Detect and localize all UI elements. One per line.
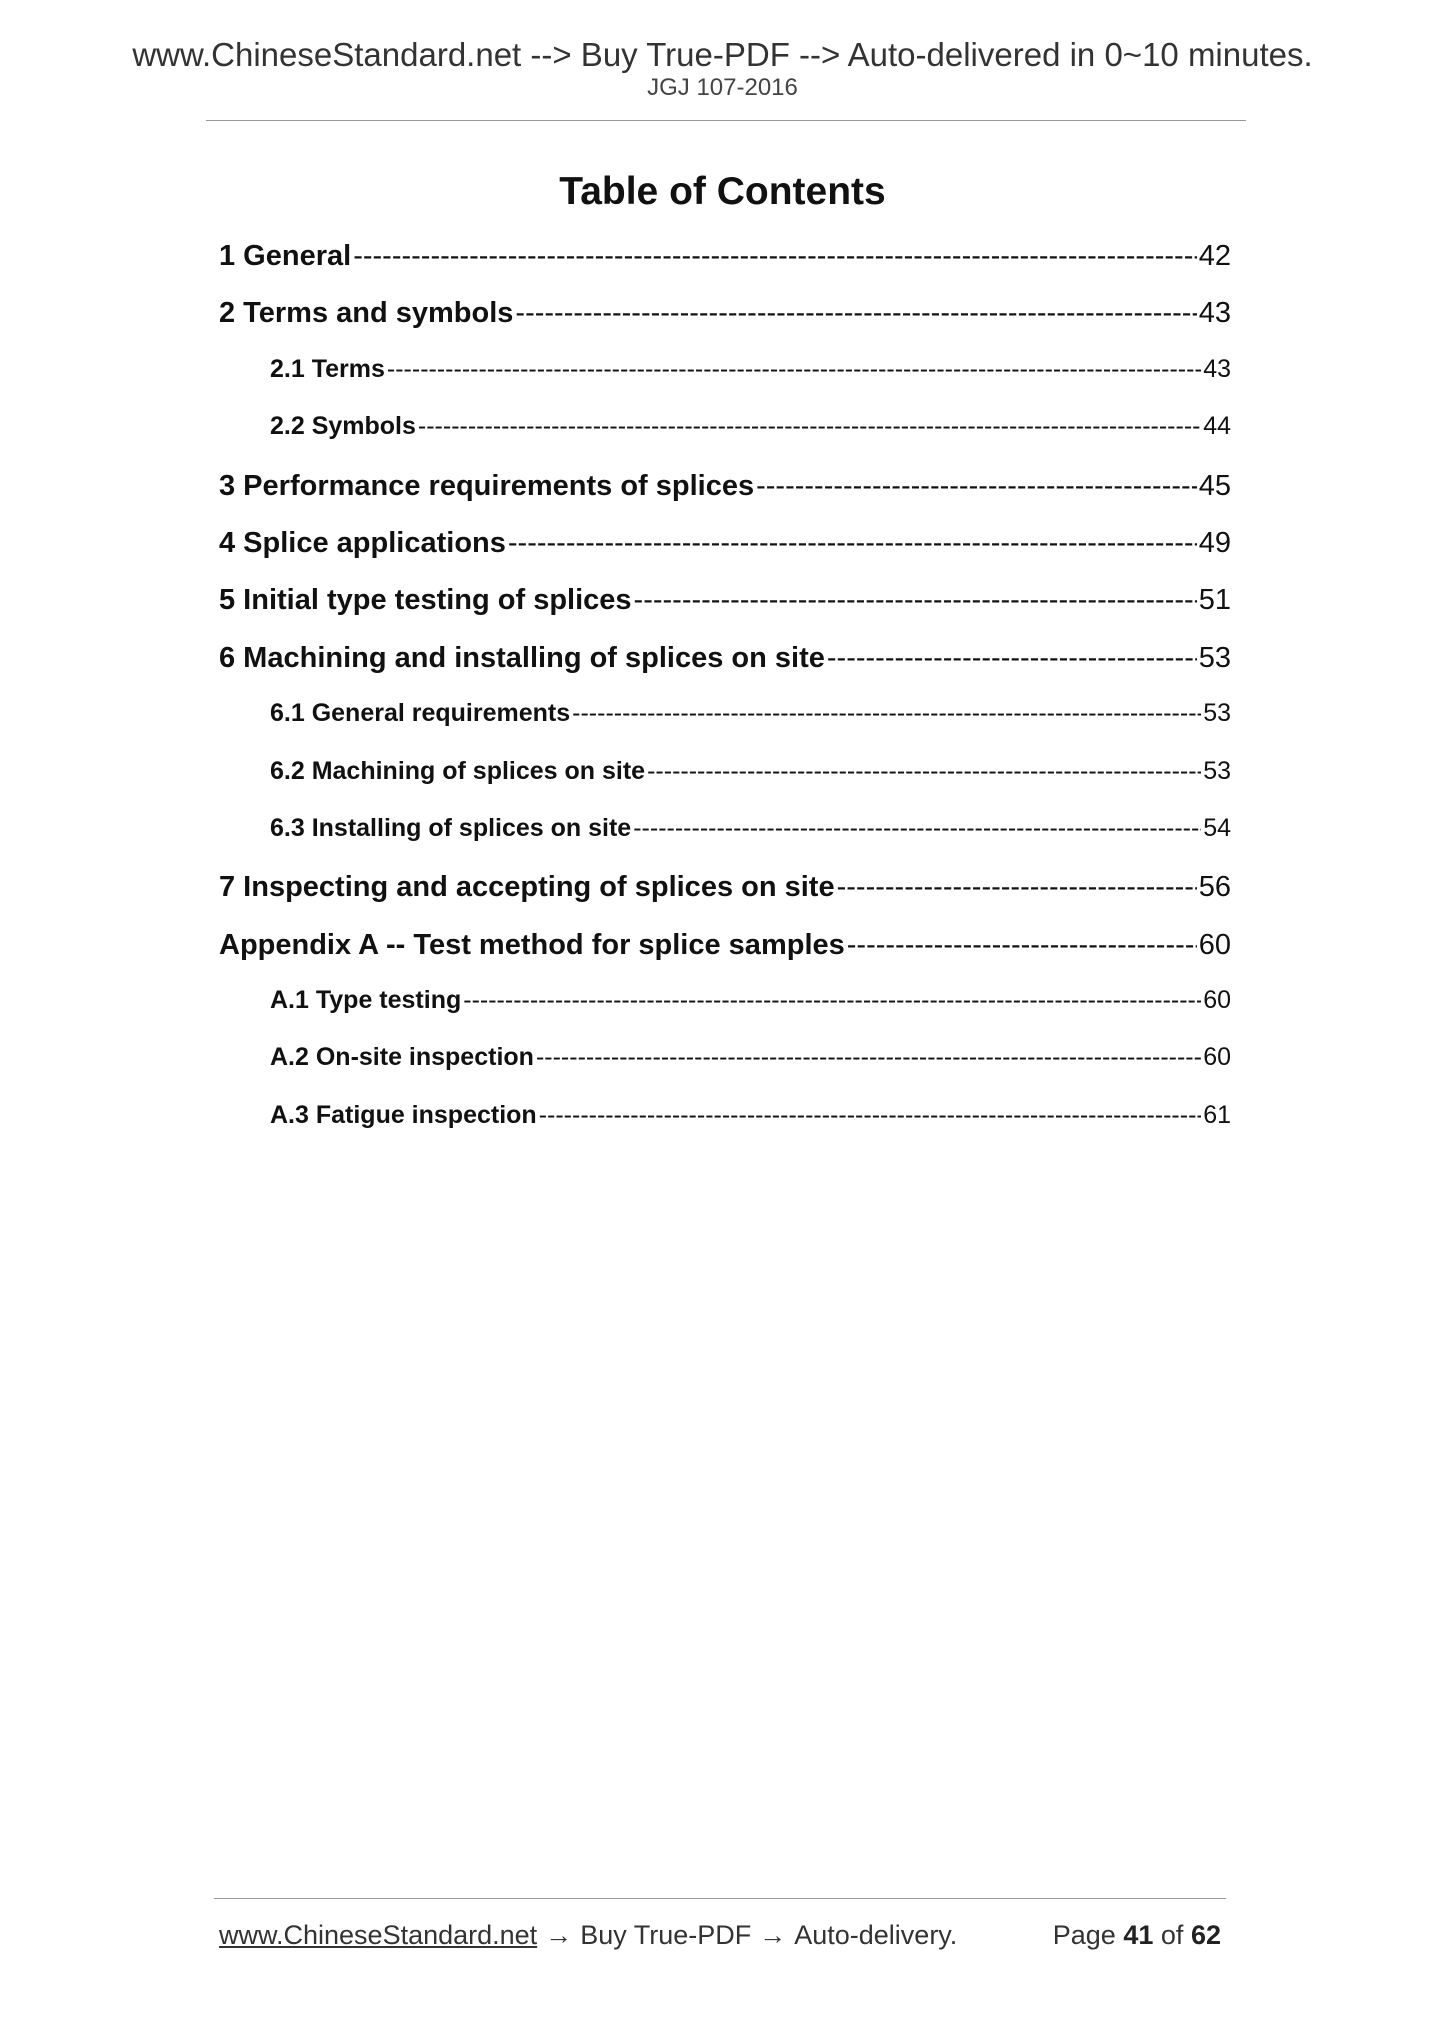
toc-entry[interactable] — [219, 297, 1231, 354]
toc-entry-label: 3 Performance requirements of splices — [219, 469, 755, 502]
toc-entry-label: 1 General — [219, 240, 352, 272]
toc-leader — [827, 642, 1197, 675]
toc-leader — [847, 929, 1197, 962]
toc-entry-label: 6.3 Installing of splices on site — [270, 813, 632, 842]
toc-entry[interactable] — [219, 470, 1231, 527]
toc-entry-label: 4 Splice applications — [219, 526, 506, 559]
footer-site-link[interactable]: www.ChineseStandard.net — [219, 1920, 538, 1950]
toc-entry-page: 56 — [1198, 871, 1231, 904]
toc-subentry[interactable] — [219, 986, 1231, 1043]
toc-entry-label: 5 Initial type testing of splices — [219, 584, 632, 617]
arrow-right-icon: → — [759, 1920, 787, 1950]
toc-entry[interactable] — [219, 871, 1231, 928]
footer-delivery-text: Auto-delivery. — [794, 1920, 958, 1950]
toc-entry-page: 44 — [1203, 412, 1231, 441]
toc-entry-page: 43 — [1198, 297, 1231, 330]
toc-entry[interactable] — [219, 642, 1231, 699]
page-word: Page — [1052, 1920, 1116, 1950]
toc-leader — [353, 240, 1197, 273]
toc-entry-label: Appendix A -- Test method for splice samples — [219, 928, 845, 961]
toc-entry-label: 6.2 Machining of splices on site — [270, 756, 646, 785]
toc-subentry[interactable] — [219, 699, 1231, 756]
header-banner: www.ChineseStandard.net --> Buy True-PDF --> Auto-delivered in 0~10 minutes. — [132, 36, 1313, 73]
arrow-right-icon: → — [545, 1920, 573, 1950]
standard-code: JGJ 107-2016 — [647, 74, 798, 101]
toc-leader — [387, 355, 1201, 384]
toc-entry-page: 60 — [1203, 986, 1231, 1015]
toc-subentry[interactable] — [219, 355, 1231, 412]
toc-leader — [515, 297, 1196, 330]
toc-entry[interactable] — [219, 527, 1231, 584]
toc-entry-page: 60 — [1198, 928, 1231, 961]
total-pages-number: 62 — [1190, 1920, 1221, 1950]
toc-entry-label: 6 Machining and installing of splices on site — [219, 641, 825, 674]
toc-entry-label: A.2 On-site inspection — [270, 1043, 534, 1072]
toc-subentry[interactable] — [219, 814, 1231, 871]
toc-entry-label: 2 Terms and symbols — [219, 297, 514, 330]
toc-entry-page: 45 — [1198, 469, 1231, 502]
toc-entry-page: 42 — [1198, 240, 1231, 272]
current-page-number: 41 — [1123, 1920, 1154, 1950]
toc-leader — [536, 1043, 1201, 1072]
toc-entry-label: 7 Inspecting and accepting of splices on site — [219, 871, 835, 904]
toc-leader — [463, 986, 1201, 1015]
toc-leader — [647, 757, 1201, 786]
toc-leader — [756, 470, 1197, 503]
page-footer — [219, 1920, 1231, 1951]
toc-entry-page: 60 — [1203, 1043, 1231, 1072]
toc-entry-page: 53 — [1203, 699, 1231, 728]
toc-entry-page: 49 — [1198, 526, 1231, 559]
footer-buy-text: Buy True-PDF — [580, 1920, 752, 1950]
toc-leader — [634, 584, 1197, 617]
toc-entry-label: A.3 Fatigue inspection — [270, 1100, 537, 1129]
toc-title: Table of Contents — [559, 170, 886, 213]
toc-entry[interactable] — [219, 240, 1231, 297]
toc-leader — [572, 699, 1201, 728]
toc-entry-page: 61 — [1203, 1100, 1231, 1129]
toc-leader — [418, 412, 1201, 441]
header-divider — [206, 120, 1246, 121]
toc-entry-label: A.1 Type testing — [270, 986, 462, 1015]
of-word: of — [1160, 1920, 1184, 1950]
toc-subentry[interactable] — [219, 1043, 1231, 1100]
toc-entry[interactable] — [219, 929, 1231, 986]
toc-entry-label: 6.1 General requirements — [270, 699, 571, 728]
toc-entry-page: 43 — [1203, 354, 1231, 383]
toc-subentry[interactable] — [219, 1101, 1231, 1158]
toc-entry-label: 2.2 Symbols — [270, 412, 416, 441]
toc-entry-page: 53 — [1198, 641, 1231, 674]
toc-leader — [508, 527, 1197, 560]
toc-entry-page: 54 — [1203, 813, 1231, 842]
toc-entry-page: 51 — [1198, 584, 1231, 617]
toc-leader — [633, 814, 1201, 843]
toc-entry-page: 53 — [1203, 756, 1231, 785]
toc-list — [219, 240, 1231, 1158]
toc-leader — [837, 871, 1197, 904]
footer-divider — [214, 1898, 1226, 1899]
page-indicator — [1053, 1920, 1221, 1951]
toc-leader — [539, 1101, 1201, 1130]
toc-subentry[interactable] — [219, 757, 1231, 814]
toc-entry-label: 2.1 Terms — [270, 354, 385, 383]
toc-entry[interactable] — [219, 584, 1231, 641]
toc-subentry[interactable] — [219, 412, 1231, 469]
